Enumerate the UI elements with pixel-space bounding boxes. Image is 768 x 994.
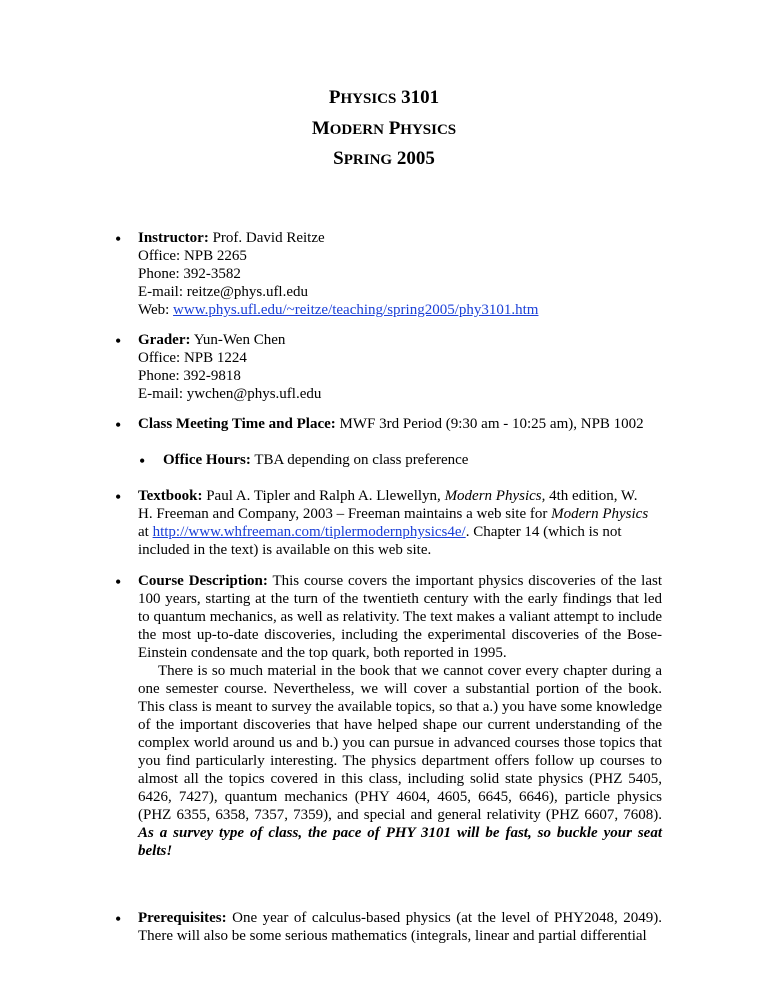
textbook-section: Textbook: Paul A. Tipler and Ralph A. Llewellyn, Modern Physics, 4th edition, W. H. Freeman and Company, 2003 – Freeman maintains a web site for Modern Physics at http://www.whfreeman.com/tiplermodernphysics4e/. Chapter 14 (which is not included in the text) is available on this web site.	[138, 488, 649, 558]
textbook-label: Textbook:	[138, 488, 203, 504]
meeting-label: Class Meeting Time and Place:	[138, 416, 336, 432]
grader-phone: Phone: 392-9818	[138, 368, 241, 384]
grader-section	[138, 331, 662, 403]
bullet-icon: •	[115, 909, 122, 929]
prerequisites-section: Prerequisites: One year of calculus-based physics (at the level of PHY2048, 2049). There will also be some serious mathematics (integrals, linear and partial differential	[138, 910, 663, 944]
meeting-text: MWF 3rd Period (9:30 am - 10:25 am), NPB 1002	[339, 416, 644, 432]
grader-email: E-mail: ywchen@phys.ufl.edu	[138, 386, 322, 402]
instructor-phone: Phone: 392-3582	[138, 266, 241, 282]
description-emphasis: As a survey type of class, the pace of PHY 3101 will be fast, so buckle your seat belts!	[138, 825, 662, 859]
instructor-section	[138, 229, 662, 319]
description-paragraph-1: Course Description: This course covers the important physics discoveries of the last 100 years, starting at the turn of the twentieth century with the early findings that led to quantum mechanics, as well as relativity. The text makes a valiant attempt to include the most up-to-date discoveries, including the experimental discoveries of the Bose-Einstein condensate and the top quark, both reported in 1995.	[138, 573, 663, 661]
bullet-icon: •	[115, 331, 122, 351]
office-hours-label: Office Hours:	[163, 452, 251, 468]
grader-label: Grader:	[138, 332, 191, 348]
description-paragraph-2: There is so much material in the book that we cannot cover every chapter during a one semester course. Nevertheless, we will cover a substantial portion of the book. This class is meant to survey the available topics, so that a.) you have some knowledge of the important discoveries that have helped shape our current understanding of the complex world around us and b.) you can pursue in advanced courses those topics that you find particularly interesting. The physics department offers follow up courses to almost all the topics covered in this class, including solid state physics (PHZ 5405, 6426, 7427), quantum mechanics (PHY 4604, 4605, 6645, 6646), particle physics (PHZ 6355, 6358, 7357, 7359), and special and general relativity (PHZ 6607, 7608). As a survey type of class, the pace of PHY 3101 will be fast, so buckle your seat belts!	[138, 663, 662, 859]
instructor-name: Prof. David Reitze	[212, 230, 325, 246]
office-hours-text: TBA depending on class preference	[254, 452, 469, 468]
course-website-link[interactable]: www.phys.ufl.edu/~reitze/teaching/spring2005/phy3101.htm	[173, 302, 539, 318]
bullet-icon: •	[115, 572, 122, 592]
grader-name: Yun-Wen Chen	[193, 332, 286, 348]
instructor-email: E-mail: reitze@phys.ufl.edu	[138, 284, 309, 300]
bullet-icon: •	[115, 229, 122, 249]
term-title: SPRING 2005	[333, 148, 435, 169]
meeting-section	[138, 415, 662, 433]
course-description-section	[138, 572, 662, 860]
web-label: Web:	[138, 302, 170, 318]
course-name-title: MODERN PHYSICS	[311, 118, 457, 139]
course-number-title: PHYSICS 3101	[328, 87, 440, 108]
office-hours-section	[163, 451, 687, 469]
prerequisites-label: Prerequisites:	[138, 910, 227, 926]
grader-office: Office: NPB 1224	[138, 350, 247, 366]
bullet-icon: •	[115, 415, 122, 435]
instructor-office: Office: NPB 2265	[138, 248, 247, 264]
bullet-icon: •	[115, 487, 122, 507]
textbook-website-link[interactable]: http://www.whfreeman.com/tiplermodernphysics4e/	[152, 524, 466, 540]
instructor-label: Instructor:	[138, 230, 209, 246]
bullet-icon: •	[139, 451, 146, 471]
description-label: Course Description:	[138, 573, 268, 589]
